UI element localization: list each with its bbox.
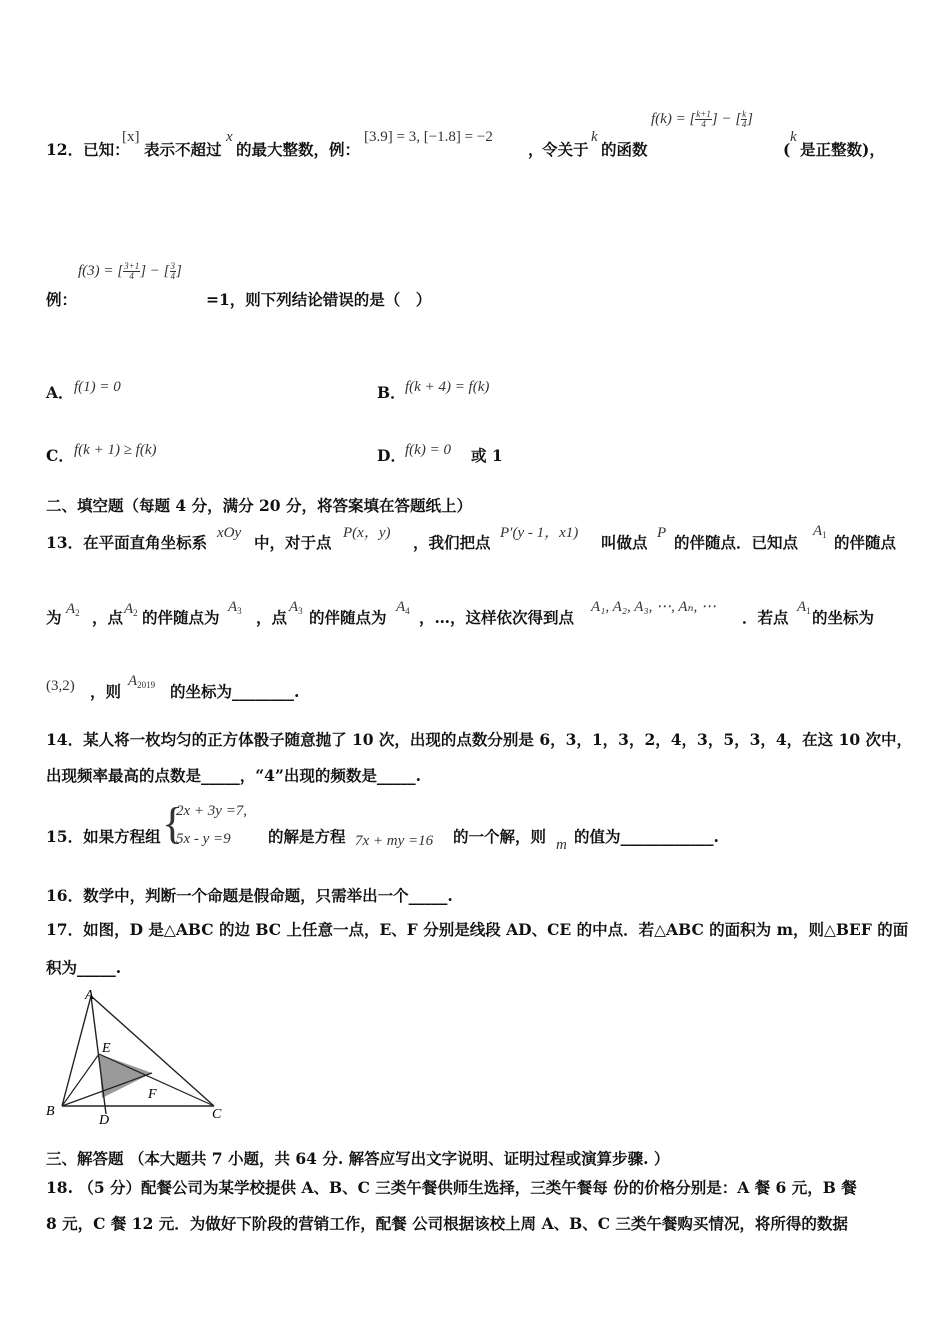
q12-text4: 的函数 [601,140,648,159]
q13-t2: ，我们把点 [413,533,491,552]
q13-l2-start: 为 [46,608,62,627]
q13-t14: 的坐标为________. [170,682,300,701]
q18-line1: 18. （5 分）配餐公司为某学校提供 A、B、C 三类午餐供师生选择，三类午餐每 份的价格分别是：A 餐 6 元，B 餐 [46,1178,857,1197]
q12-var-x: x [226,129,233,145]
q12-bracket-x: [x] [122,129,140,145]
q12-option-d-tail: 或 1 [471,446,503,465]
segment-ab [62,996,91,1106]
q12-paren: ( [783,140,791,159]
q13-t10: ，…，这样依次得到点 [419,608,575,627]
q13-t8: ，点 [256,608,288,627]
segment-be [62,1054,99,1106]
q15-t1: 的解是方程 [268,827,346,846]
label-c: C [212,1107,222,1122]
q13-a3: $A_3$ [228,599,242,616]
q12-text5: 是正整数)， [800,140,885,159]
q15-eq2: 5x - y =9 [176,831,231,847]
q13-t7: 的伴随点为 [142,608,220,627]
q13-number: 13．在平面直角坐标系 [46,533,208,552]
q13-coord: (3,2) [46,678,75,694]
q13-a3b: $A_3$ [289,599,303,616]
q13-t6: ，点 [92,608,124,627]
q17-line1: 17．如图，D 是△ABC 的边 BC 上任意一点，E、F 分别是线段 AD、CE 的中点．若△ABC 的面积为 m，则△BEF 的面 [46,920,909,939]
q12-example: [3.9] = 3, [−1.8] = −2 [364,129,493,145]
section2-title: 二、填空题（每题 4 分，满分 20 分，将答案填在答题纸上） [46,496,472,515]
label-a: A [85,988,94,1003]
q15-eq1: 2x + 3y =7, [176,803,248,819]
q13-a2: $A_2$ [66,601,80,618]
q12-number: 12．已知： [46,140,130,159]
label-d: D [99,1113,110,1126]
q15-t2: 的一个解，则 [453,827,547,846]
label-b: B [46,1104,55,1119]
q12-text1: 表示不超过 [144,140,222,159]
q13-sequence: A₁, A₂, A₃, ⋯, Aₙ, ⋯ [591,599,717,615]
q13-p-var: P [657,525,667,541]
q12-example-label: 例： [46,290,78,309]
q12-text3: 令关于 [542,140,589,159]
q12-var-k2: k [790,129,797,145]
q12-option-d-label: D． [377,446,406,465]
q13-a4: $A_4$ [396,599,410,616]
q12-comma: ， [528,140,544,159]
q13-t12: 的坐标为 [812,608,875,627]
q15-m: m [556,837,567,853]
q13-point-p2: P′(y - 1，x1) [500,525,579,541]
q13-a1c: $A_1$ [797,599,811,616]
q12-option-c: f(k + 1) ≥ f(k) [74,442,157,458]
q13-t13: ，则 [90,682,122,701]
q16-text: 16．数学中，判断一个命题是假命题，只需举出一个_____. [46,886,453,905]
q15-brace: { [162,799,184,848]
q13-point-p: P(x，y) [343,525,391,541]
q15-number: 15．如果方程组 [46,827,161,846]
q12-text2: 的最大整数，例： [236,140,361,159]
q12-option-a: f(1) = 0 [74,379,121,395]
q12-option-d: f(k) = 0 [405,442,451,458]
q12-var-k: k [591,129,598,145]
q13-t9: 的伴随点为 [309,608,387,627]
q14-line1: 14．某人将一枚均匀的正方体骰子随意抛了 10 次，出现的点数分别是 6，3，1，3，2，4，3，5，3，4，在这 10 次中， [46,730,913,749]
label-e: E [102,1041,111,1056]
q13-t4: 的伴随点．已知点 [674,533,799,552]
q14-line2: 出现频率最高的点数是_____，“4”出现的频数是_____. [46,766,422,785]
q15-t3: 的值为____________. [574,827,719,846]
q12-function-def: f(k) = [ $\frac{k+1}{4}$ ] − [ $\frac{k}{4}$ ] [651,109,753,130]
q13-t1: 中，对于点 [254,533,332,552]
q12-option-c-label: C． [46,446,74,465]
q17-line2: 积为_____. [46,958,122,977]
q12-f3-example: f(3) = [ $\frac{3+1}{4}$ ] − [ $\frac{3}{4}$ ] [78,261,182,282]
q17-triangle-figure [40,984,240,1126]
q13-a2b: $A_2$ [124,601,138,618]
q13-t5: 的伴随点 [834,533,897,552]
q12-option-b: f(k + 4) = f(k) [405,379,490,395]
q15-eq3: 7x + my =16 [355,833,434,849]
q12-option-b-label: B． [377,383,406,402]
section3-title: 三、解答题 （本大题共 7 小题，共 64 分. 解答应写出文字说明、证明过程或演算步骤. ） [46,1149,670,1168]
q12-question: =1，则下列结论错误的是（ ） [206,290,432,309]
label-f: F [148,1087,157,1102]
q12-option-a-label: A． [46,383,74,402]
q13-t3: 叫做点 [601,533,648,552]
q18-line2: 8 元，C 餐 12 元．为做好下阶段的营销工作，配餐 公司根据该校上周 A、B、C 三类午餐购买情况，将所得的数据 [46,1214,848,1233]
q13-t11: ．若点 [742,608,789,627]
q13-a1: $A_1$ [813,523,827,540]
q13-a2019: $A_{2019}$ [128,673,156,690]
q13-xoy: xOy [217,525,242,541]
